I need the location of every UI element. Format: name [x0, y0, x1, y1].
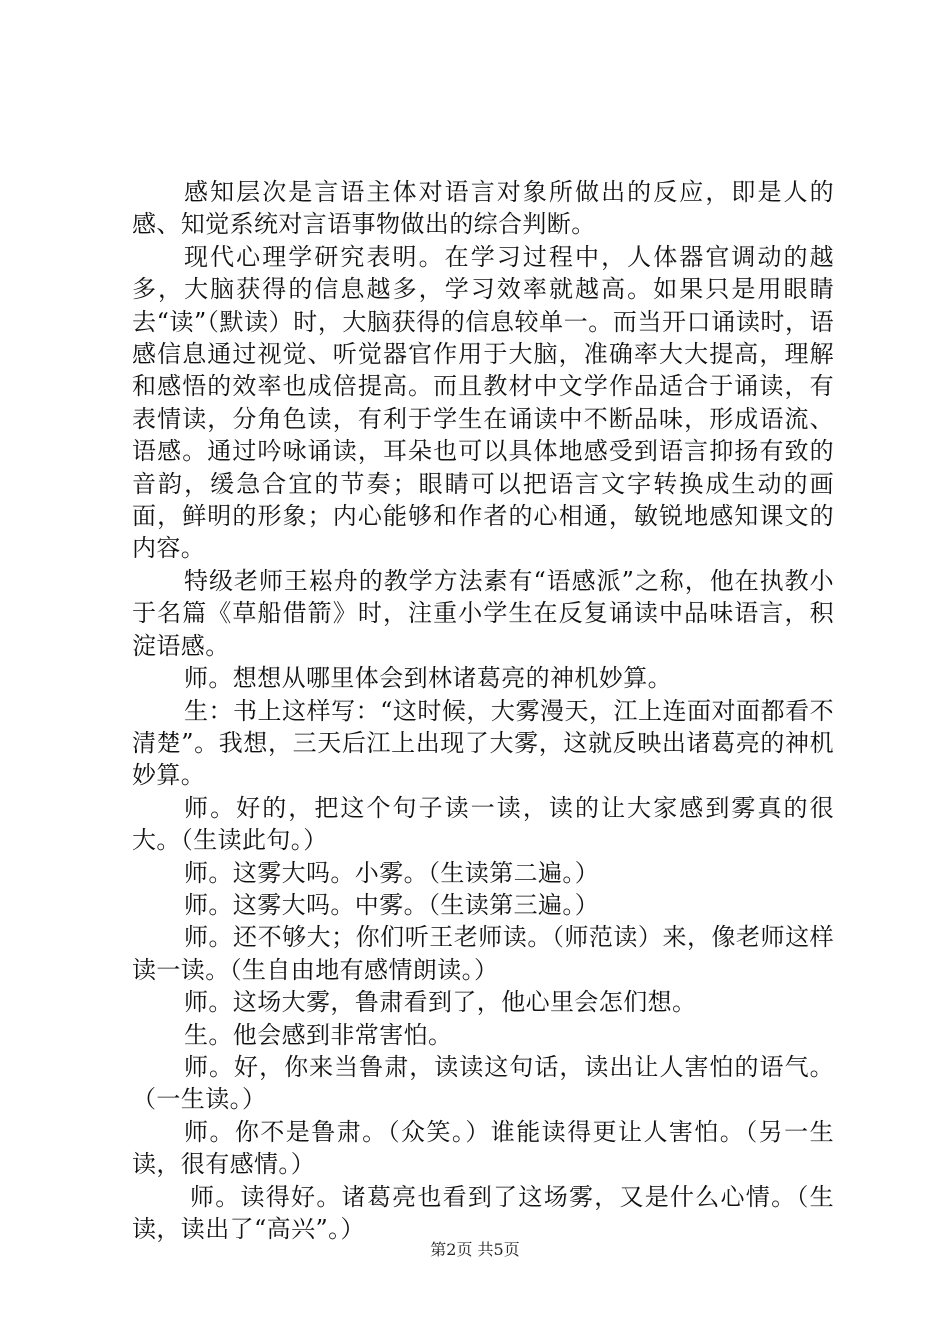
- dialogue-line: 师。这雾大吗。小雾。（生读第二遍。）: [184, 858, 600, 887]
- dialogue-line: 师。这场大雾，鲁肃看到了，他心里会怎们想。: [184, 988, 697, 1017]
- dialogue-line: 生：书上这样写：“这时候，大雾漫天，江上连面对面都看不清楚”。我想，三天后江上出现了大雾，这就反映出诸葛亮的神机妙算。: [132, 696, 834, 790]
- paragraph-teacher-method: 特级老师王崧舟的教学方法素有“语感派”之称，他在执教小于名篇《草船借箭》时，注重小学生在反复诵读中品味语言，积淀语感。: [132, 566, 834, 660]
- dialogue-line: 师。好的，把这个句子读一读，读的让大家感到雾真的很大。（生读此句。）: [132, 793, 834, 855]
- paragraph-psychology-research: 现代心理学研究表明。在学习过程中，人体器官调动的越多，大脑获得的信息越多，学习效率就越高。如果只是用眼睛去“读”（默读）时，大脑获得的信息较单一。而当开口诵读时，语感信息通过视觉、听觉器官作用于大脑，准确率大大提高，理解和感悟的效率也成倍提高。而且教材中文学作品适合于诵读，有表情读，分角色读，有利于学生在诵读中不断品味，形成语流、语感。通过吟咏诵读，耳朵也可以具体地感受到语言抑扬有致的音韵，缓急合宜的节奏；眼睛可以把语言文字转换成生动的画面，鲜明的形象；内心能够和作者的心相通，敏锐地感知课文的内容。: [132, 242, 834, 563]
- dialogue-line: 师。你不是鲁肃。（众笑。）谁能读得更让人害怕。（另一生读，很有感情。）: [132, 1117, 834, 1179]
- dialogue-line: 师。好，你来当鲁肃，读读这句话，读出让人害怕的语气。（一生读。）: [132, 1052, 834, 1114]
- dialogue-line: 师。还不够大；你们听王老师读。（师范读）来，像老师这样读一读。（生自由地有感情朗读。）: [132, 923, 834, 984]
- dialogue-line: 师。读得好。诸葛亮也看到了这场雾，又是什么心情。（生读，读出了“高兴”。）: [132, 1182, 834, 1243]
- dialogue-line: 生。他会感到非常害怕。: [184, 1020, 453, 1049]
- dialogue-line: 师。想想从哪里体会到林诸葛亮的神机妙算。: [184, 664, 672, 693]
- page-number-footer: 第2页 共5页: [430, 1240, 520, 1259]
- document-body: [132, 176, 834, 1245]
- paragraph-perception-definition: 感知层次是言语主体对语言对象所做出的反应，即是人的感、知觉系统对言语事物做出的综合判断。: [132, 178, 834, 239]
- dialogue-line: 师。这雾大吗。中雾。（生读第三遍。）: [184, 890, 600, 919]
